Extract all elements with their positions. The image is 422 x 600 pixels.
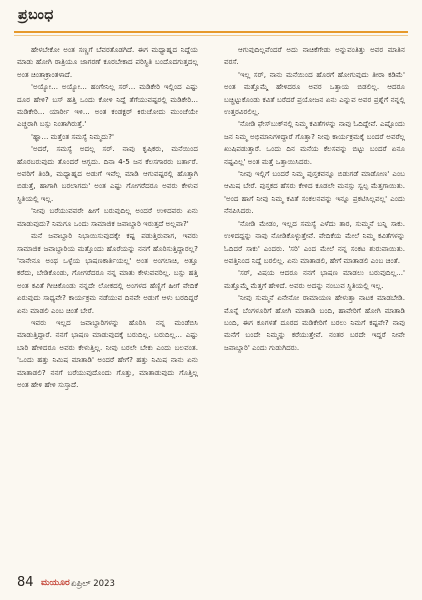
magazine-logo: ಮಯೂರ <box>41 578 70 588</box>
paragraph: 'ನೀವು ಬರೆಯುವವರೇ ಹೀಗೆ ಬರುವುದಿಲ್ಲ ಅಂದರೆ ಉಳಿದವರು ಏನು ಮಾಡುವುದು? ನಿಮಗೂ ಒಂದು ಸಾಮಾಜಿಕ ಜವಾಬ್ದಾರಿ ಇರುತ್ತದೆ ಅಲ್ಲವಾ?' <box>17 206 198 228</box>
page-header <box>14 7 408 39</box>
paragraph: 'ಅಯ್ಯೋ... ಅಯ್ಯೋ... ಹಂಗೇನಿಲ್ಲ ಸರ್... ಮಡಿಕೇರಿ ಇಲ್ಲಿಂದ ಎಷ್ಟು ದೂರ ಹೇಳಿ? ಬಸ್ ಹತ್ತಿ ಒಂದು ಕೋಳಿ ನಿದ್ದೆ ತೆಗೆಯುವಷ್ಟರಲ್ಲಿ ಮಡಿಕೇರಿ... ಮಡಿಕೇರಿ... ಯಾರ್ರೀ ಇಳಿ... ಅಂತ ಕಂಡಕ್ಟರ್ ಕಿರುಚೋದು ಮುಂಚೆಯೇ ಎಚ್ಚರಾಗಿ ಬಸ್ಸು ನಿಂತಾಗಿರುತ್ತೆ.' <box>17 82 198 129</box>
paragraph: ಹೇಳಬೇಕೋ ಅಂತ ಸಣ್ಣಗೆ ಬೆವರತೊಡಗಿದೆ. ಈಗ ಮಧ್ಯಾಹ್ನದ ನಿದ್ದೆಯ ಮಾಡು ಹೋಗಿ ರಾತ್ರಿಯೂ ಜಾಗರಣೆ ಕೂರಬೇಕಾದ ಪರಿಸ್ಥಿತಿ ಬಂದೊದಗುತ್ತದಲ್ಲ ಅಂತ ಚಿಂತಾಕ್ರಾಂತಳಾದೆ. <box>17 45 198 79</box>
section-title: ಪ್ರಬಂಧ <box>18 7 54 23</box>
paragraph: 'ನೋಡಿ ಫೇಸ್‌ಬುಕ್‌ನಲ್ಲಿ ನಿಮ್ಮ ಕವಿತೆಗಳನ್ನು ನಾವು ಓದಿದ್ದೇವೆ. ಎಷ್ಟೊಂದು ಜನ ನಿಮ್ಮ ಅಭಿಮಾನಿಗಳಿದ್ದಾರೆ ಗೊತ್ತಾ? ನೀವು ಕಾರ್ಯಕ್ರಮಕ್ಕೆ ಬಂದರೆ ಅವರೆಲ್ಲ ಖುಷಿಪಡುತ್ತಾರೆ. ಒಂದು ದಿನ ಮನೆಯ ಕೆಲಸವನ್ನು ಬಿಟ್ಟು ಬಂದರೆ ಏನೂ ನಷ್ಟವಿಲ್ಲ' ಅಂತ ಮತ್ತೆ ಒತ್ತಾಯಿಸಿದರು. <box>224 119 405 166</box>
issue-date: ಏಪ್ರಿಲ್ 2023 <box>71 579 115 589</box>
header-rule-thin <box>14 35 408 36</box>
paragraph: ಮನೆ ಜವಾಬ್ದಾರಿ ನಿಭಾಯಿಸುವುದಕ್ಕೇ ಕಷ್ಟ ಪಡುತ್ತಿರುವಾಗ, ಇವರು ಸಾಮಾಜಿಕ ಜವಾಬ್ದಾರಿಯ ಮತ್ತೊಂದು ಹೊರೆಯನ್ನು ನನಗೆ ಹೊರಿಸುತ್ತಿದ್ದಾರಲ್ಲ? 'ನಾನೇನೂ ಅಂಥ ಒಳ್ಳೆಯ ಭಾಷಣಕಾರ್ತಿಯಲ್ಲ' ಅಂತ ಅಂಗಲಾಚಿ, ಅತ್ತೂ ಕರೆದು, ಬೇಡಿಕೊಂಡು, ಗೋಗರೆದರೂ ನನ್ನ ಮಾತು ಕೇಳುವವರಿಲ್ಲ. ಬಸ್ಸು ಹತ್ತಿ ಅಂತ ಕವಿತೆ ಗೀಚಿಕೊಂಡು ನನ್ನದೇ ಲೋಕದಲ್ಲಿ ಅಂಗಳದ ಹೆಣ್ಣಿಗೆ ಹೀಗೆ ವೇದಿಕೆ ಏರುವುದು ಸಾಧ್ಯವೇ? ಕಾರ್ಯಕ್ರಮ ನಡೆಯುವ ದಿನವೇ ಅಡುಗೆ ಆಳು ಬರದಿದ್ದರೆ ಏನು ಮಾಡಲಿ ಎಂಬ ಚಿಂತೆ ಬೇರೆ. <box>17 231 198 315</box>
paragraph: 'ಅದರೆ, ಸಮಸ್ಯೆ ಅದಲ್ಲ ಸರ್. ನಾವು ಕೃಷಿಕರು, ಮನೆಯಿಂದ ಹೊರಬರುವುದು ತೊಂದರೆ ಆಗ್ಬದು. ದಿನಾ 4-5 ಜನ ಕೆಲಸಗಾರರು ಬರ್ತಾರೆ. ಅವರಿಗೆ ತಿಂಡಿ, ಮಧ್ಯಾಹ್ನದ ಅಡುಗೆ ಇವೆಲ್ಲ ಮಾಡಿ ಆಗುವಷ್ಟರಲ್ಲಿ ಹೊತ್ತಾಗಿ ಬಿಡುತ್ತೆ, ಹಾಗಾಗಿ ಬರಲಾಗದು' ಅಂತ ಎಷ್ಟು ಗೋಗರೆದರೂ ಅವರು ಕೇಳುವ ಸ್ಥಿತಿಯಲ್ಲಿ ಇಲ್ಲ. <box>17 144 198 203</box>
right-column <box>224 44 405 570</box>
paragraph: ಇವರು ಇಲ್ಲದ ಜವಾಬ್ದಾರಿಗಳನ್ನು ಹೊರಿಸಿ ನನ್ನ ಮಂಡೆಬಿಸಿ ಮಾಡುತ್ತಿದ್ದಾರೆ. ನನಗೆ ಭಾಷಣ ಮಾಡುವುದಕ್ಕೆ ಬರುದಿಲ್ಲ. ಬರುದಿಲ್ಲ... ಎಷ್ಟು ಬಾರಿ ಹೇಳಿದರೂ ಅವರು ಕೇಳುತ್ತಿಲ್ಲ. ನೀವು ಬರಲೇ ಬೇಕು ಎಂದು ಬಲವಂತ. 'ಒಂದು ಹತ್ತು ನಿಮಿಷ ಮಾತಾಡಿ' ಅಂದರೆ ಹೇಗೆ? ಹತ್ತು ನಿಮಿಷ ನಾನು ಏನು ಮಾತಾಡಲಿ? ನನಗೆ ಬರೆಯುವುದೊಂದು ಗೊತ್ತು, ಮಾತಾಡುವುದು ಗೊತ್ತಿಲ್ಲ ಅಂತ ಹೇಳಿ ಹೇಳಿ ಸುಸ್ತಾದೆ. <box>17 317 198 389</box>
page-footer <box>17 575 405 593</box>
paragraph: 'ಇಲ್ಲ ಸರ್, ನಾನು ಮನೆಯಿಂದ ಹೊರಗೆ ಹೋಗುವುದು ತೀರಾ ಕಡಿಮೆ' ಅಂತ ಮತ್ತೊಮ್ಮೆ ಹೇಳಿದರೂ ಅವರ ಒತ್ತಾಯ ಬಿಡಲಿಲ್ಲ. ಆದರೂ ಬಚ್ಚಿಟ್ಟುಕೊಂಡು ಕವಿತೆ ಬರೆದರೆ ಪ್ರಯೋಜನ ಏನು ಎನ್ನುವ ಅವರ ಪ್ರಶ್ನೆಗೆ ನನ್ನಲ್ಲಿ ಉತ್ತರವಿರಲಿಲ್ಲ. <box>224 69 405 117</box>
page-number: 84 <box>17 575 34 590</box>
paragraph: 'ಹ್ಞಾ... ಮತ್ತೆಂತ ಸಮಸ್ಯೆ ನಿಮ್ಮದು?' <box>31 131 115 141</box>
paragraph: 'ನೋಡಿ ಮೇಡಂ, ಇಲ್ಲದ ಸಮಸ್ಯೆ ಎಳೆದು ತಾರ, ಸುಮ್ಮನೆ ಬನ್ನಿ ಸಾಕು. ಉಳಿದದ್ದನ್ನು ನಾವು ನೋಡಿಕೊಳ್ಳುತ್ತೇವೆ. ವೇದಿಕೆಯ ಮೇಲೆ ನಿಮ್ಮ ಕವಿತೆಗಳನ್ನು ಓದಿದರೆ ಸಾಕು' ಎಂದರು. 'ಸರಿ' ಎಂದ ಮೇಲೆ ನನ್ನ ಸಂಕಟ ಶುರುವಾಯಿತು. ಅವತ್ತಿನಿಂದ ನಿದ್ದೆ ಬರಲಿಲ್ಲ. ಏನು ಮಾತಾಡಲಿ, ಹೇಗೆ ಮಾತಾಡಲಿ ಎಂಬ ಚಿಂತೆ. <box>224 218 405 265</box>
paragraph: 'ನೀವು ಸುಮ್ಮನೆ ಏನೇನೋ ರಾಮಾಯಣ ಹೇಳುತ್ತಾ ನಾಟಕ ಮಾಡಬೇಡಿ. ಮೊನ್ನೆ ಬೆಂಗಳೂರಿಗೆ ಹೋಗಿ ಮಾತಾಡಿ ಬಂದಿ, ಹಾವೇರಿಗೆ ಹೋಗಿ ಮಾತಾಡಿ ಬಂದಿ, ಈಗ ಕೂಗಳತೆ ದೂರದ ಮಡಿಕೇರಿಗೆ ಬರಲು ನಿಮಗೆ ಕಷ್ಟವೇ? ನಾವು ಮನೆಗೆ ಬಂದೇ ನಿಮ್ಮನ್ನು ಕರೆಯುತ್ತೇವೆ. ನಂತರ ಬರದೇ ಇದ್ದರೆ ನೀವೇ ಜವಾಬ್ದಾರಿ' ಎಂದು ಗುಡುಗಿದರು. <box>224 293 405 352</box>
paragraph: 'ಸರ್, ವಿಷಯ ಆದರೂ ನನಗೆ ಭಾಷಣ ಮಾಡಲು ಬರುವುದಿಲ್ಲ...' ಮತ್ತೊಮ್ಮೆ ಮೆತ್ತಗೆ ಹೇಳಿದೆ. ಅವರು ಅದನ್ನು ನಂಬುವ ಸ್ಥಿತಿಯಲ್ಲಿ ಇಲ್ಲ. <box>224 268 405 290</box>
header-rule <box>14 31 408 33</box>
paragraph: 'ನೀವು ಇಲ್ಲಿಗೆ ಬಂದರೆ ನಿಮ್ಮ ಪುಸ್ತಕವನ್ನೂ ಬಿಡುಗಡೆ ಮಾಡೋಣ' ಎಂಬ ಆಮಿಷ ಬೇರೆ. ಪುಸ್ತಕದ ಹೆಸರು ಕೇಳಿದ ಕೂಡಲೇ ಮನಸ್ಸು ಸ್ವಲ್ಪ ಮೆತ್ತಗಾಯಿತು. 'ಅಂದ ಹಾಗೆ ನೀವು ನಿಮ್ಮ ಕವಿತೆ ಸಂಕಲನವನ್ನು ಇನ್ನೂ ಪ್ರಕಟಿಸಿಲ್ಲವಲ್ಲ' ಎಂದು ನೆನಪಿಸಿದರು. <box>224 169 405 216</box>
paragraph: ಆಗುವುದಿಲ್ಲವೆಂದರೆ ಅದು ನಾಚಿಕೆಗೇಡು ಅನ್ನುವಂತಿತ್ತು ಅವರ ಮಾತಿನ ವರಸೆ. <box>224 45 405 67</box>
left-column <box>17 44 198 570</box>
